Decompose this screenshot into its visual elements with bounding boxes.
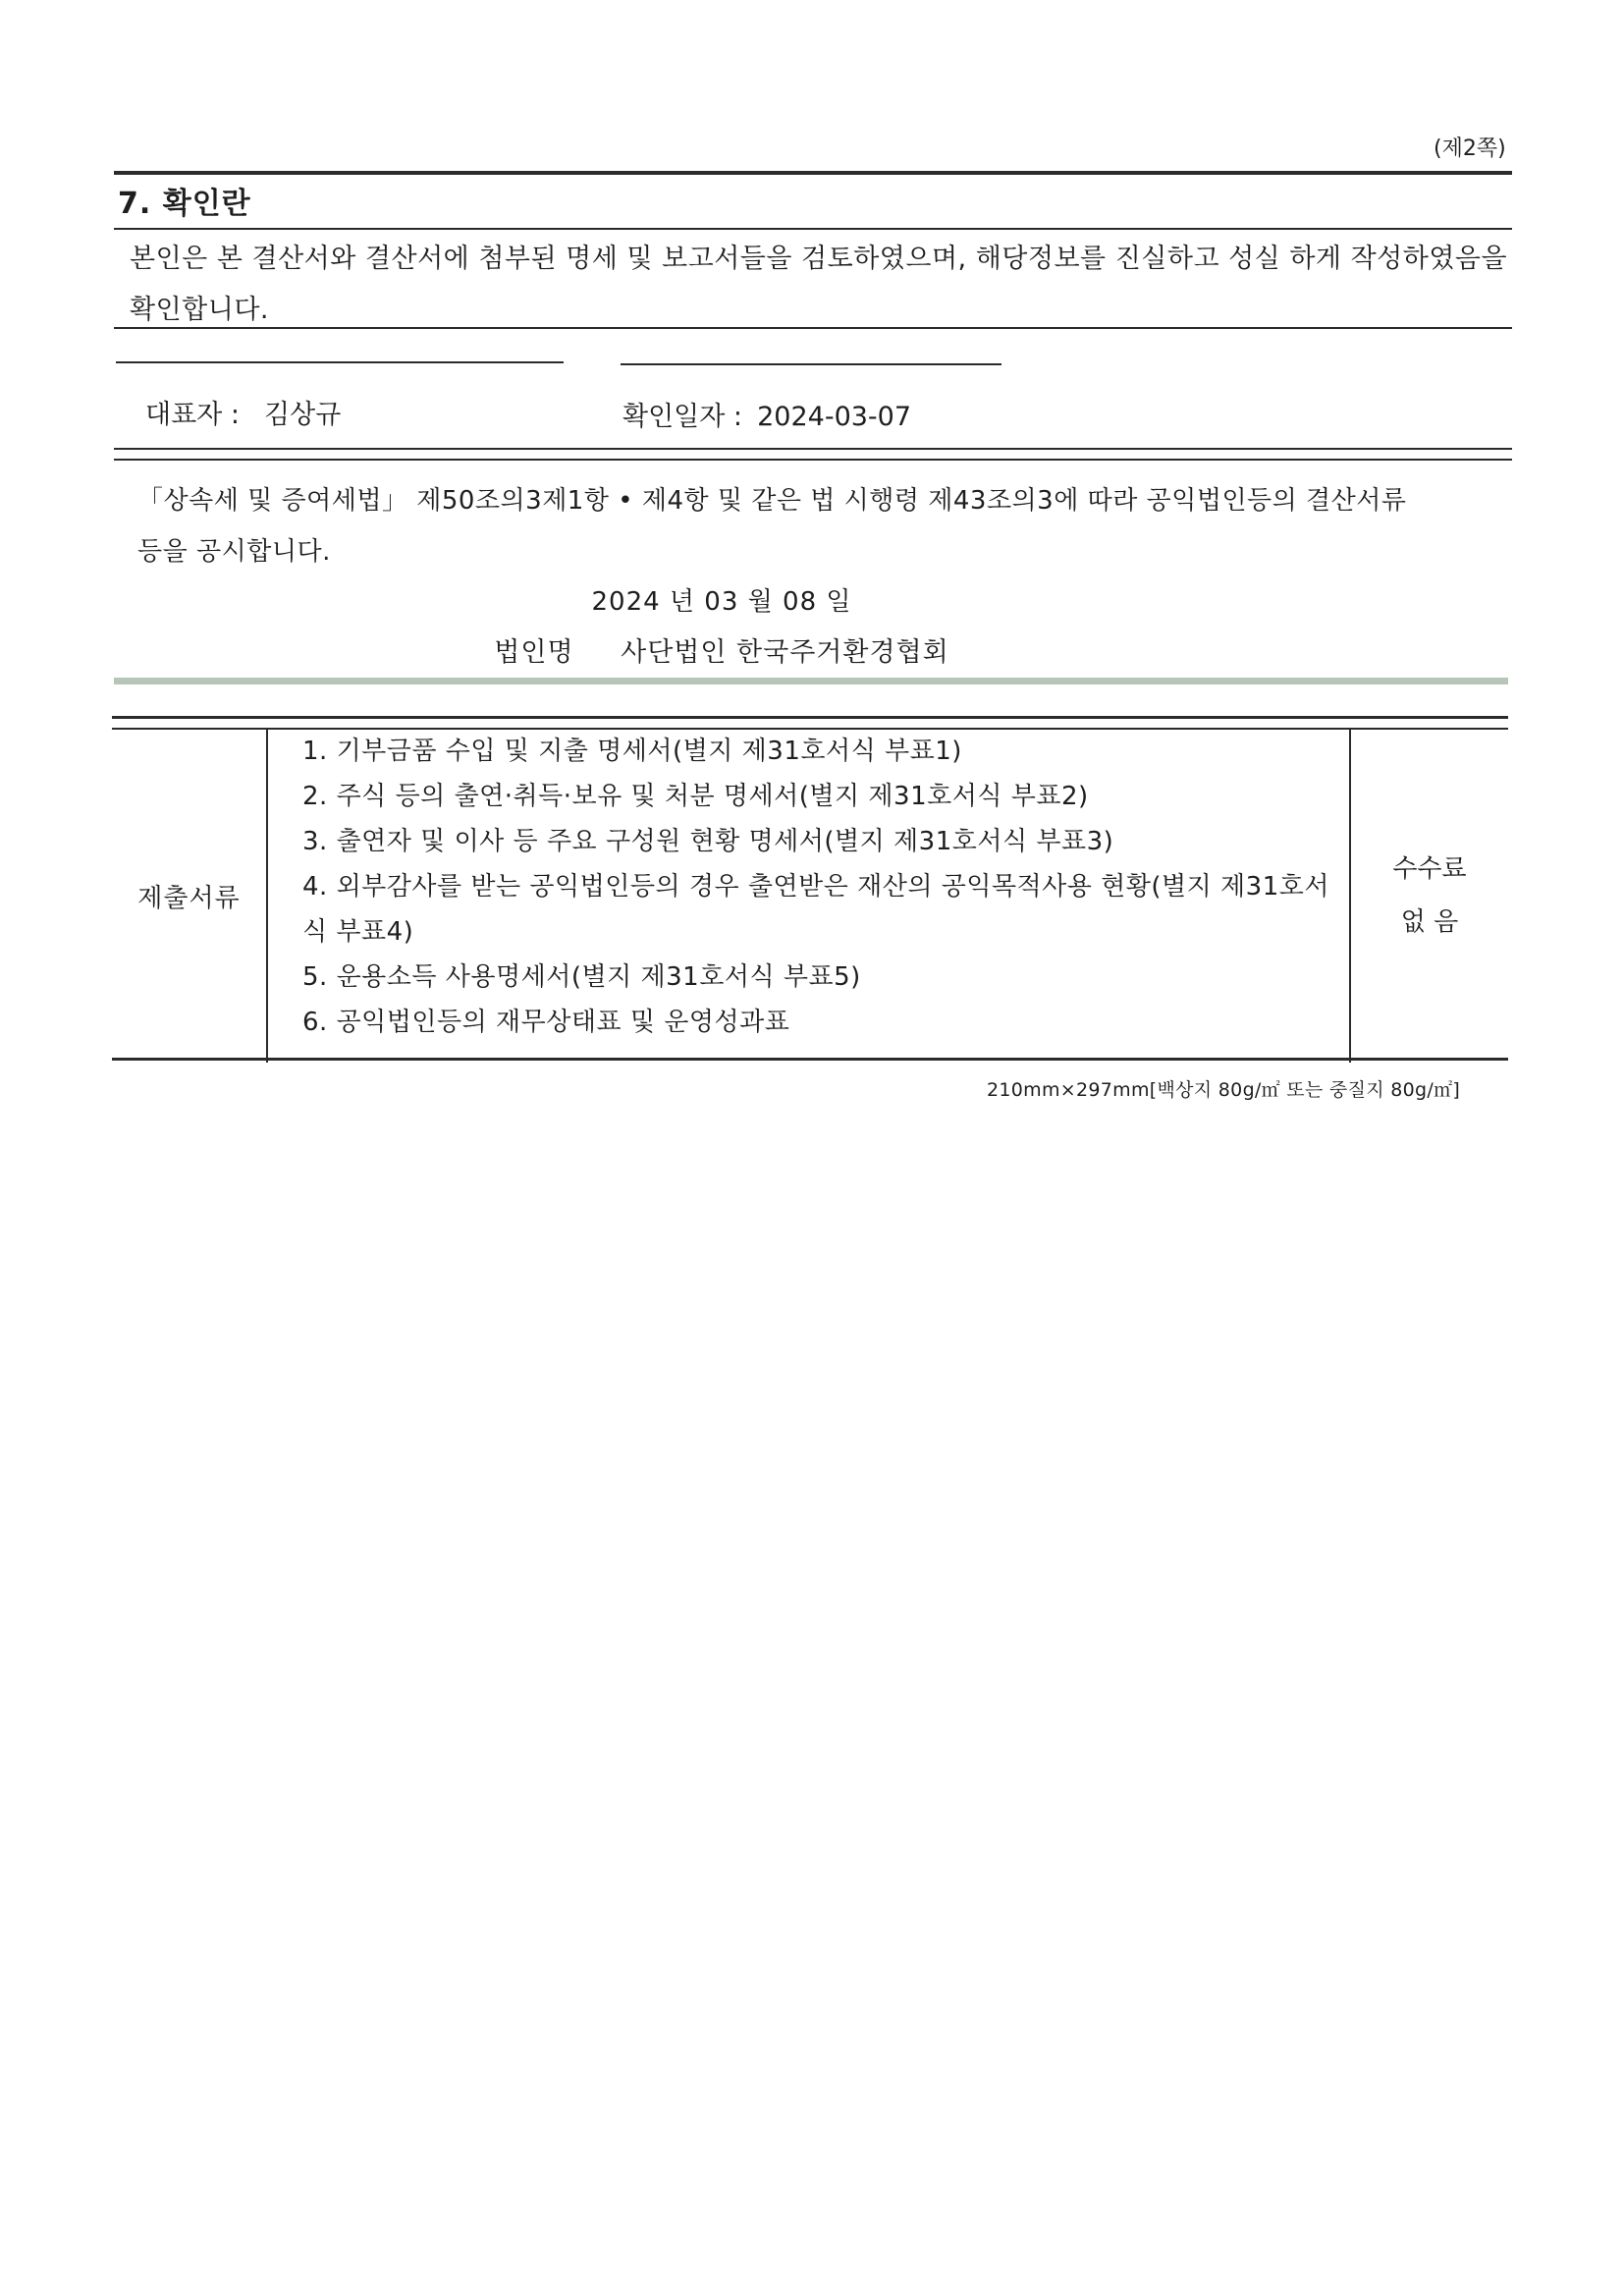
disclosure-notice: 「상속세 및 증여세법」 제50조의3제1항 • 제4항 및 같은 법 시행령 제43조의3에 따라 공익법인등의 결산서류 등을 공시합니다.	[137, 486, 1407, 567]
organization-line	[0, 630, 1443, 669]
submission-item: 2. 주식 등의 출연·취득·보유 및 처분 명세서(별지 제31호서식 부표2)	[302, 782, 1089, 811]
table-top-rule	[112, 716, 1508, 719]
submission-table	[112, 729, 1508, 1063]
double-divider-top	[114, 448, 1512, 450]
table-bottom-rule	[112, 1058, 1508, 1061]
submission-item: 1. 기부금품 수입 및 지출 명세서(별지 제31호서식 부표1)	[302, 737, 962, 766]
submission-items	[267, 729, 1350, 1063]
confirm-date-block	[623, 395, 911, 433]
top-divider	[114, 171, 1512, 175]
fee-cell	[1350, 729, 1508, 1063]
section-title: 7. 확인란	[118, 187, 251, 221]
submission-item: 3. 출연자 및 이사 등 주요 구성원 현황 명세서(별지 제31호서식 부표3)	[302, 827, 1114, 856]
fee-value: 없 음	[1400, 907, 1459, 937]
submission-header: 제출서류	[112, 729, 267, 1063]
disclosure-date: 2024 년 03 월 08 일	[591, 587, 852, 617]
confirm-date-value: 2024-03-07	[757, 402, 912, 432]
signature-line-date	[621, 363, 1001, 365]
section-divider	[114, 228, 1512, 230]
page-number-label: (제2쪽)	[1434, 137, 1506, 161]
paper-spec: 210mm×297mm[백상지 80g/㎡ 또는 중질지 80g/㎡]	[987, 1079, 1461, 1101]
submission-item: 6. 공익법인등의 재무상태표 및 운영성과표	[302, 1008, 790, 1037]
submission-item: 5. 운용소득 사용명세서(별지 제31호서식 부표5)	[302, 962, 861, 992]
confirmation-statement: 본인은 본 결산서와 결산서에 첨부된 명세 및 보고서들을 검토하였으며, 해당정보를 진실하고 성실 하게 작성하였음을 확인합니다.	[130, 244, 1508, 325]
representative-name: 김상규	[264, 400, 342, 430]
statement-divider	[114, 327, 1512, 329]
fee-label: 수수료	[1392, 854, 1467, 884]
organization-name: 사단법인 한국주거환경협회	[621, 637, 949, 668]
confirm-date-label: 확인일자 :	[623, 402, 743, 432]
submission-item: 4. 외부감사를 받는 공익법인등의 경우 출연받은 재산의 공익목적사용 현황(별지 제31호서식 부표4)	[302, 872, 1329, 947]
section-band	[114, 678, 1508, 684]
organization-label: 법인명	[494, 637, 574, 668]
representative-block	[145, 393, 341, 431]
representative-label: 대표자 :	[145, 400, 240, 430]
signature-line-representative	[116, 361, 564, 363]
double-divider-bottom	[114, 459, 1512, 461]
